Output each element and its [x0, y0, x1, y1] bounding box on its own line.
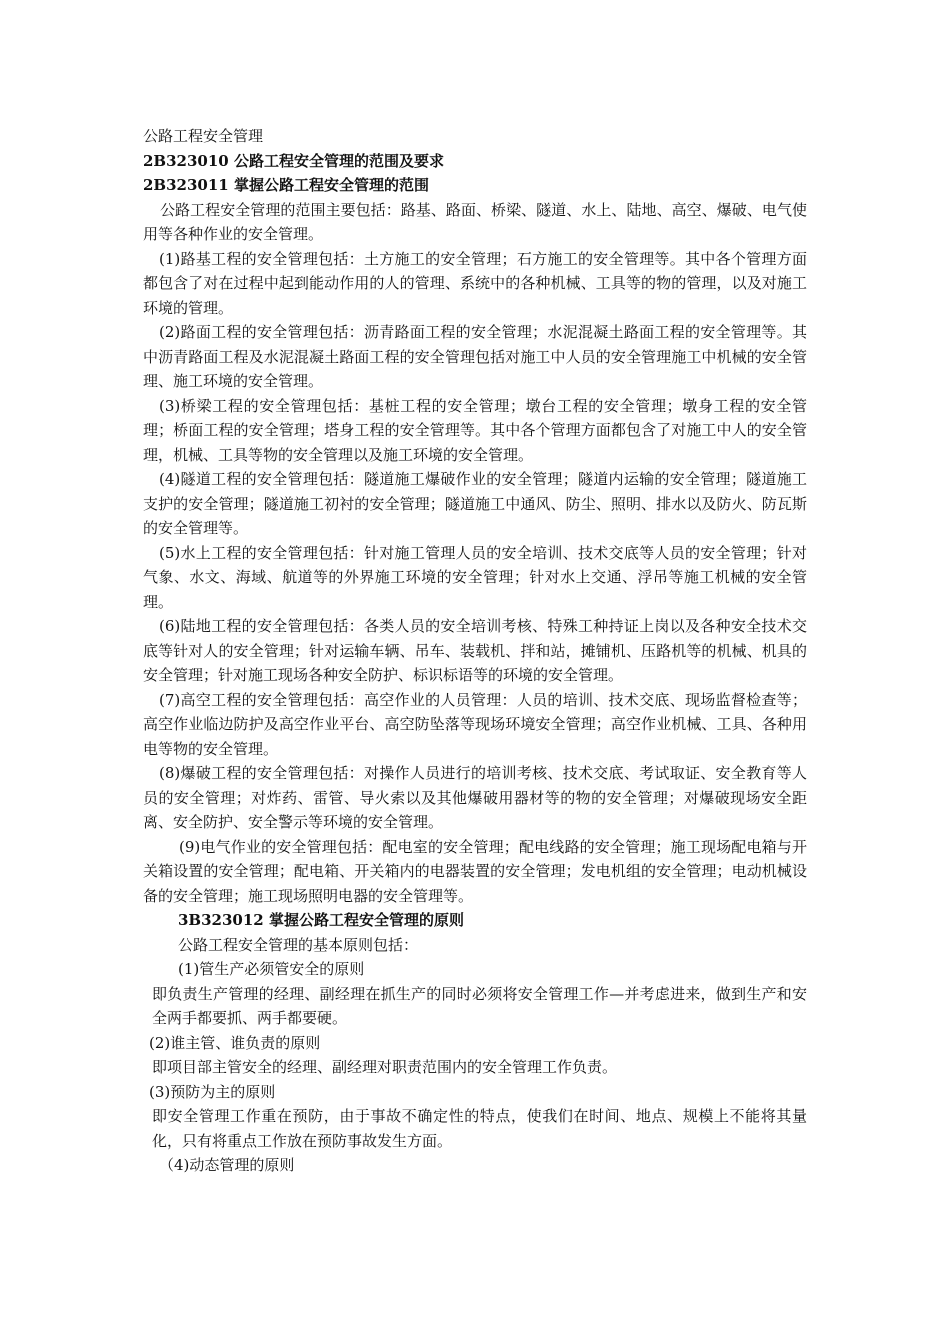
section-heading: 2B323010 公路工程安全管理的范围及要求: [143, 151, 444, 170]
scope-item-2: (2)路面工程的安全管理包括：沥青路面工程的安全管理；水泥混凝土路面工程的安全管理等。其中沥青路面工程及水泥混凝土路面工程的安全管理包括对施工中人员的安全管理施工中机械的安全管理、施工环境的安全管理。: [143, 323, 807, 390]
document-body: [143, 124, 807, 1178]
subsection-heading: 2B323011 掌握公路工程安全管理的范围: [143, 176, 429, 194]
scope-item-5: (5)水上工程的安全管理包括：针对施工管理人员的安全培训、技术交底等人员的安全管理；针对气象、水文、海域、航道等的外界施工环境的安全管理；针对水上交通、浮吊等施工机械的安全管理。: [143, 543, 807, 611]
principle-1-title: (1)管生产必须管安全的原则: [178, 960, 365, 978]
scope-item-8: (8)爆破工程的安全管理包括：对操作人员进行的培训考核、技术交底、考试取证、安全教育等人员的安全管理；对炸药、雷管、导火索以及其他爆破用器材等的物的安全管理；对爆破现场安全距离、安全防护、安全警示等环境的安全管理。: [143, 764, 807, 831]
scope-item-3: (3)桥梁工程的安全管理包括：基桩工程的安全管理；墩台工程的安全管理；墩身工程的安全管理；桥面工程的安全管理；塔身工程的安全管理等。其中各个管理方面都包含了对施工中人的安全管理，机械、工具等物的安全管理以及施工环境的安全管理。: [143, 396, 807, 464]
subsection-heading-principles: 3B323012 掌握公路工程安全管理的原则: [178, 911, 464, 929]
intro-paragraph: 公路工程安全管理的范围主要包括：路基、路面、桥梁、隧道、水上、陆地、高空、爆破、电气使用等各种作业的安全管理。: [143, 200, 807, 243]
principle-3-text: 即安全管理工作重在预防，由于事故不确定性的特点，使我们在时间、地点、规模上不能将其量化，只有将重点工作放在预防事故发生方面。: [152, 1107, 807, 1150]
principle-2-title: (2)谁主管、谁负责的原则: [149, 1033, 321, 1052]
principle-2-text: 即项目部主管安全的经理、副经理对职责范围内的安全管理工作负责。: [152, 1058, 618, 1076]
scope-item-1: (1)路基工程的安全管理包括：土方施工的安全管理；石方施工的安全管理等。其中各个管理方面都包含了对在过程中起到能动作用的人的管理、系统中的各种机械、工具等的物的管理，以及对施工环境的管理。: [143, 249, 807, 317]
principle-1-text: 即负责生产管理的经理、副经理在抓生产的同时必须将安全管理工作—并考虑进来，做到生产和安全两手都要抓、两手都要硬。: [152, 984, 807, 1027]
scope-item-7: (7)高空工程的安全管理包括：高空作业的人员管理：人员的培训、技术交底、现场监督检查等；高空作业临边防护及高空作业平台、高空防坠落等现场环境安全管理；高空作业机械、工具、各种用电等物的安全管理。: [143, 690, 807, 758]
scope-item-6: (6)陆地工程的安全管理包括：各类人员的安全培训考核、特殊工种持证上岗以及各种安全技术交底等针对人的安全管理；针对运输车辆、吊车、装载机、拌和站，摊铺机、压路机等的机械、机具的安全管理；针对施工现场各种安全防护、标识标语等的环境的安全管理。: [143, 617, 807, 684]
principle-3-title: (3)预防为主的原则: [149, 1082, 276, 1101]
scope-item-4: (4)隧道工程的安全管理包括：隧道施工爆破作业的安全管理；隧道内运输的安全管理；隧道施工支护的安全管理；隧道施工初衬的安全管理；隧道施工中通风、防尘、照明、排水以及防火、防瓦斯的安全管理等。: [143, 470, 807, 537]
scope-item-9: (9)电气作业的安全管理包括：配电室的安全管理；配电线路的安全管理；施工现场配电箱与开关箱设置的安全管理；配电箱、开关箱内的电器装置的安全管理；发电机组的安全管理；电动机械设备的安全管理；施工现场照明电器的安全管理等。: [143, 837, 807, 905]
document-title: 公路工程安全管理: [143, 127, 264, 145]
principle-4-title: （4)动态管理的原则: [159, 1156, 295, 1174]
principles-intro: 公路工程安全管理的基本原则包括：: [178, 935, 419, 954]
